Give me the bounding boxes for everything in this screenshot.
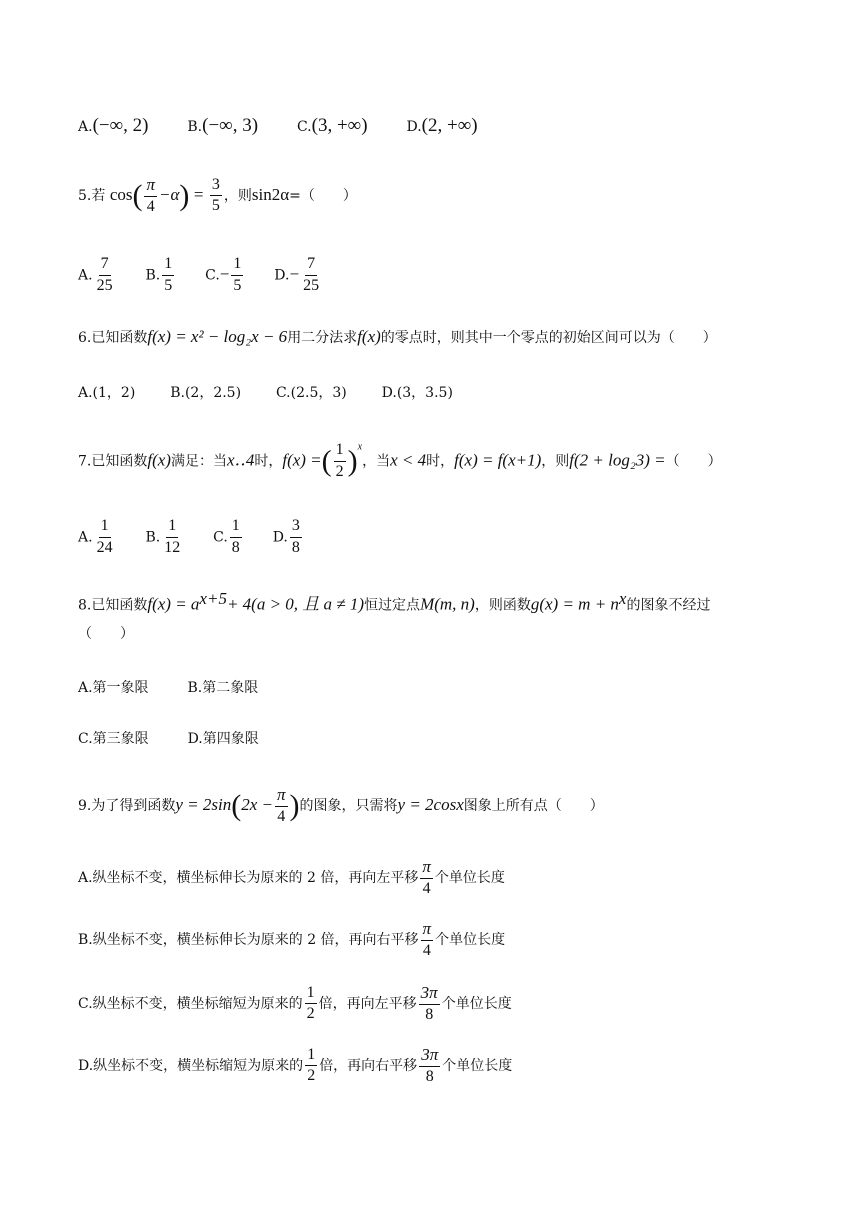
q5-option-b: B. $\frac{1}{5}$ (145, 255, 173, 294)
q6-option-d: D.(3，3.5) (381, 385, 453, 401)
q7-option-d: D. $\frac{3}{8}$ (272, 517, 300, 556)
q7-frac-half: $\frac{1}{2}$ (335, 441, 344, 480)
q8-blank: （ ） (78, 626, 134, 642)
q4-option-d: D.(2, +∞) (406, 115, 478, 136)
q9-option-c: C.纵坐标不变，横坐标缩短为原来的 $\frac{1}{2}$ 倍，再向左平移 $\frac{3\pi}{8}$ 个单位长度 (78, 983, 512, 1023)
q8-option-b: B.第二象限 (187, 680, 259, 696)
q6-stem: 6.已知函数f(x) = x² − log₂x − 6用二分法求f(x)的零点时，则其中一个零点的初始区间可以为（ ） (78, 327, 717, 346)
q6-options (78, 386, 453, 400)
q6-option-b: B.(2，2.5) (170, 385, 242, 401)
q8-option-a: A.第一象限 (78, 680, 149, 696)
q5-option-c: C.− $\frac{1}{5}$ (205, 255, 242, 294)
q5-option-d: D.− $\frac{7}{25}$ (274, 255, 320, 294)
q9-option-a: A.纵坐标不变，横坐标伸长为原来的 2 倍，再向左平移 $\frac{\pi}{4}$ 个单位长度 (78, 857, 505, 897)
q6-option-c: C.(2.5，3) (275, 385, 347, 401)
q7-option-c: C. $\frac{1}{8}$ (213, 517, 240, 556)
q6-option-a: A.(1，2) (78, 385, 136, 401)
q9-stem: 9.为了得到函数y = 2sin(2x − $\frac{\pi}{4}$ )的图象，只需将y = 2cosx图象上所有点（ ） (78, 785, 604, 825)
q8-options-row1 (78, 681, 258, 695)
q4-option-c: C.(3, +∞) (296, 115, 368, 136)
q5-option-a: A. $\frac{7}{25}$ (78, 255, 113, 294)
q7-option-b: B. $\frac{1}{12}$ (145, 517, 181, 556)
q4-option-b: B.(−∞, 3) (187, 115, 259, 136)
q5-frac-3-5: $\frac{3}{5}$ (211, 175, 220, 215)
q9-option-d: D.纵坐标不变，横坐标缩短为原来的 $\frac{1}{2}$ 倍，再向右平移 $\frac{3\pi}{8}$ 个单位长度 (78, 1045, 513, 1085)
q7-options (78, 518, 304, 557)
q4-option-a: A.(−∞, 2) (78, 115, 149, 136)
q8-option-c: C.第三象限 (78, 731, 149, 747)
q5-stem: 5.若 cos( $\frac{\pi}{4}$ −α) = $\frac{3}{5}$ ，则sin2α=（ ） (78, 175, 357, 215)
q4-options (78, 116, 478, 135)
q7-option-a: A. $\frac{1}{24}$ (78, 517, 113, 556)
q9-frac-pi4: $\frac{\pi}{4}$ (277, 785, 286, 825)
q5-frac-pi4: $\frac{\pi}{4}$ (146, 175, 156, 215)
q9-option-b: B.纵坐标不变，横坐标伸长为原来的 2 倍，再向右平移 $\frac{\pi}{4}$ 个单位长度 (78, 919, 506, 959)
q5-options (78, 256, 323, 295)
q8-option-d: D.第四象限 (187, 731, 259, 747)
q8-options-row2 (78, 732, 259, 746)
q8-stem: 8.已知函数$f(x) = a^{x+5}+ 4(a > 0$, 且 a ≠ 1)恒过定点M(m, n)，则函数$g(x) = m + n^x$的图象不经过 (78, 589, 711, 614)
q7-stem: 7.已知函数f(x)满足：当x‥4时，f(x) =( $\frac{1}{2}$ )$^x$，当x < 4时，f(x) = f(x+1)，则f(2 + log₂3) =（ ） (78, 441, 722, 480)
